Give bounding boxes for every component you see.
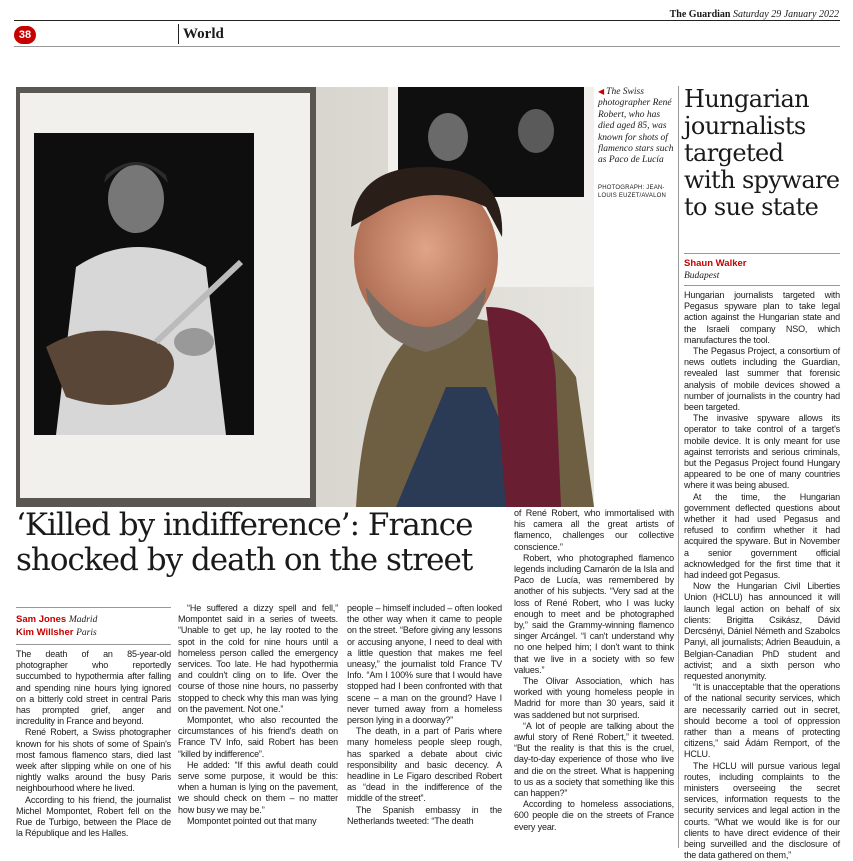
- side-paragraph: Now the Hungarian Civil Liberties Union (HCLU) has announced it will launch legal action on behalf of six clients: Brigitta Csikász, Dávid Dercsényi, Dániel Németh and Szabolcs Panyi, all journalists; Adrien Beauduin, a Belgian-Canadian PhD student and activist; and a sixth person who requested anonymity.: [684, 581, 840, 681]
- side-body-rule: [684, 285, 840, 286]
- side-byline-name: Shaun Walker: [684, 258, 747, 269]
- side-paragraph: The Pegasus Project, a consortium of news outlets including the Guardian, revealed last summer that forensic analysis of mobile devices showed a number of journalists in the country had been targeted.: [684, 346, 840, 413]
- main-col3-paragraph: people – himself included – often looked the other way when it came to people on the street. “Before giving any lessons or accusing anyone, I need to deal with a little question that makes me feel uneasy,” the journalist told France TV Info. “Am I 100% sure that I would have stopped had I been confronted with that scene – a man on the ground? Have I never turned away from a homeless person lying in a doorway?”: [347, 603, 502, 726]
- section-title: World: [183, 26, 224, 42]
- side-paragraph: The HCLU will pursue various legal routes, including complaints to the ministers overseeing the secret services, information requests to the security services and legal action in the courts. “What we would like is for our clients to have direct evidence of their being surveilled and the disclosure of the data gathered on them,”: [684, 760, 840, 861]
- section-divider: [178, 24, 179, 44]
- masthead: [670, 9, 839, 20]
- side-byline-rule: [684, 253, 840, 254]
- side-paragraph: “It is unacceptable that the operations of the national security services, which are necessarily carried out in secret, should become a tool of oppression rather than a means of protecting citizens,” said Ádám Remport, of the HCLU.: [684, 682, 840, 760]
- photo-caption: [598, 87, 674, 167]
- main-column-3: [347, 603, 502, 827]
- main-col1-paragraph: René Robert, a Swiss photographer known for his shots of some of Spain's most famous flamenco stars, died last week after slipping while on one of his nightly walks around the busy Paris neighbourhood where he lived.: [16, 727, 171, 794]
- byline-name-1: Sam Jones: [16, 614, 67, 625]
- side-column-divider: [678, 86, 679, 848]
- main-col4-paragraph: According to homeless associations, 600 people die on the streets of France every year.: [514, 799, 674, 832]
- section-rule: [14, 46, 840, 47]
- main-col4-paragraph: of René Robert, who immortalised with his camera all the great artists of flamenco, challenges our collective conscience.”: [514, 508, 674, 552]
- side-story-body: [684, 290, 840, 861]
- photo-illustration: [16, 87, 594, 507]
- side-byline-location: Budapest: [684, 270, 720, 281]
- main-column-4: [514, 508, 674, 833]
- caption-text: The Swiss photographer René Robert, who has died aged 85, was known for shots of flamenco stars such as Paco de Lucía: [598, 87, 674, 166]
- main-col3-paragraph: The Spanish embassy in the Netherlands tweeted: “The death: [347, 804, 502, 826]
- side-paragraph: Hungarian journalists targeted with Pegasus spyware plan to take legal action against the Hungarian state and the Israeli company NSO, which manufactures the tool.: [684, 290, 840, 345]
- side-paragraph: At the time, the Hungarian government deflected questions about whether it had used Pegasus and refused to confirm whether it had acquired the spyware. But in November a senior government official acknowledged for the first time that it had indeed got Pegasus.: [684, 491, 840, 581]
- byline-location-2: Paris: [76, 627, 97, 638]
- main-col4-paragraph: The Olivar Association, which has worked with young homeless people in Madrid for more than 30 years, said it was saddened but not surprised.: [514, 676, 674, 720]
- main-headline: ‘Killed by indifference’: France shocked by death on the street: [16, 507, 473, 578]
- byline-rule: [16, 607, 171, 608]
- main-col2-paragraph: Mompontet pointed out that many: [187, 815, 317, 826]
- main-col1-paragraph: The death of an 85-year-old photographer who reportedly succumbed to hypothermia after falling and spending nine hours lying ignored on a bitterly cold street in central Paris has prompted grief, anger and incredulity in France and beyond.: [16, 649, 171, 727]
- main-column-1: [16, 649, 171, 839]
- main-col4-paragraph: Robert, who photographed flamenco legends including Camarón de la Isla and Paco de Lucía, was remembered by another of his subjects. “Very sad at the loss of René Robert, who I was lucky enough to meet and be photographed by,” said the Grammy-winning flamenco singer Arcángel. “I can't understand why no one helped him; I don't want to think that we live in a society with so few values.”: [514, 552, 674, 675]
- caption-pointer-icon: ◀: [598, 87, 607, 96]
- feature-photo: [16, 87, 594, 507]
- side-byline: [684, 258, 840, 283]
- header-rule: [14, 20, 840, 21]
- side-headline: Hungarian journalists targeted with spyware to sue state: [684, 85, 840, 221]
- byline-name-2: Kim Willsher: [16, 626, 74, 638]
- main-col1-paragraph: According to his friend, the journalist Michel Mompontet, Robert fell on the Rue de Turbigo, between the Place de la République and les Halles.: [16, 794, 171, 839]
- main-col4-paragraph: “A lot of people are talking about the awful story of René Robert,” it tweeted. “But the reality is that this is the cruel, day-to-day experience of those who live and die on the street. What is happening to us as a society that something like this can happen?”: [514, 720, 674, 799]
- main-col2-paragraph: Mompontet, who also recounted the circumstances of his friend's death on France TV Info, said Robert has been “killed by indifference”.: [178, 715, 338, 759]
- main-col2-paragraph: “He suffered a dizzy spell and fell,” Mompontet said in a series of tweets. “Unable to get up, he lay rooted to the spot in the cold for nine hours until a homeless person called the emergency services. Too late. He had hypothermia and couldn't cling on to life. Over the course of those nine hours, no passerby stopped to check why this man was lying on the pavement. Not one.”: [178, 603, 338, 714]
- paper-name: The Guardian: [669, 9, 731, 20]
- byline-location-1: Madrid: [68, 615, 98, 625]
- main-col2-paragraph: He added: “If this awful death could serve some purpose, it would be this: when a human is lying on the pavement, we should check on them – no matter how busy we may be.”: [178, 759, 338, 815]
- main-column-2: [178, 603, 338, 827]
- main-byline: [16, 614, 171, 640]
- photo-credit: PHOTOGRAPH: JEAN-LOUIS EUZET/AVALON: [598, 185, 667, 199]
- main-col3-paragraph: The death, in a part of Paris where many homeless people sleep rough, has sparked a debate about civic responsibility and basic decency. A headline in Le Figaro described Robert as “dead in the indifference of the middle of the street”.: [347, 726, 502, 804]
- issue-date: Saturday 29 January 2022: [732, 9, 839, 20]
- side-paragraph: The invasive spyware allows its operator to take control of a target's mobile device. It is only meant for use against terrorists and serious criminals, but the Pegasus Project found Hungary appeared to be one of many countries where it was being abused.: [684, 413, 840, 491]
- body-rule: [16, 644, 171, 645]
- page-number-badge: 38: [14, 26, 36, 44]
